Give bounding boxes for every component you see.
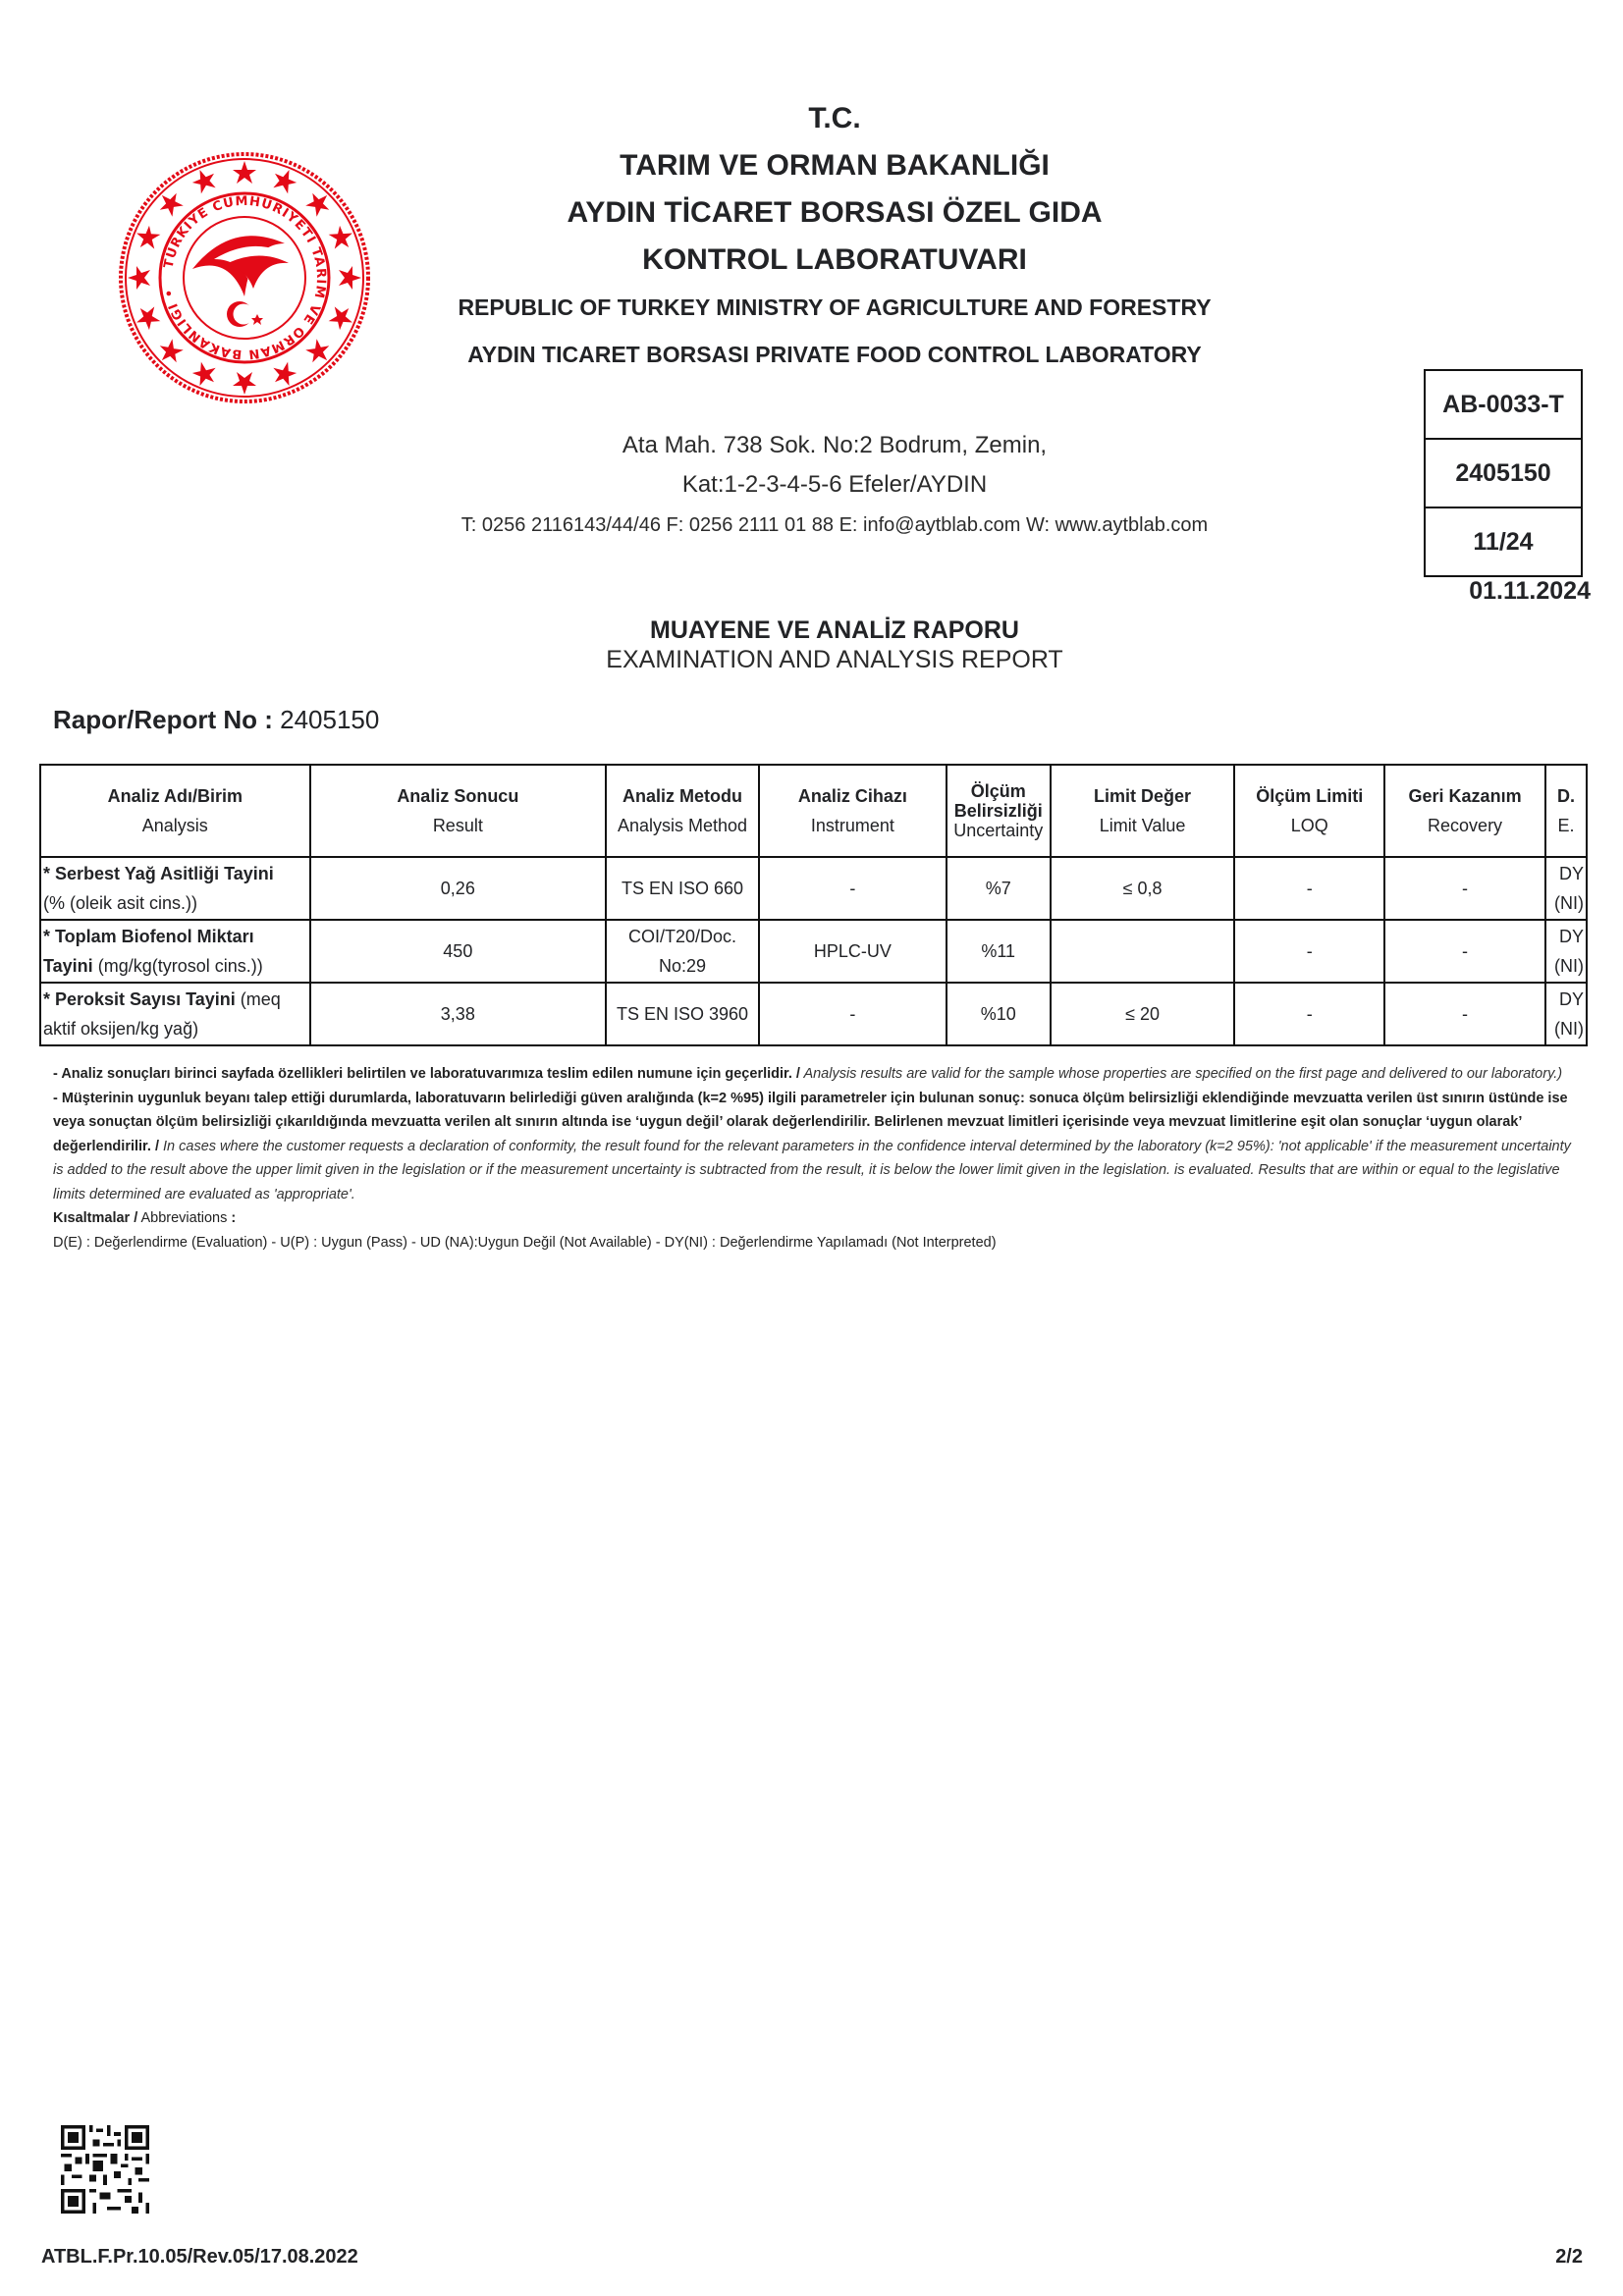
analysis-name: * Serbest Yağ Asitliği Tayini (% (oleik asit cins.)) — [40, 857, 310, 920]
limit-value: ≤ 0,8 — [1051, 857, 1235, 920]
col-header-analysis: Analiz Adı/Birim Analysis — [40, 765, 310, 857]
report-number-label: Rapor/Report No : — [53, 705, 273, 734]
report-title-tr: MUAYENE VE ANALİZ RAPORU — [650, 616, 1019, 644]
report-number-value: 2405150 — [272, 705, 380, 734]
report-date: 01.11.2024 — [1469, 577, 1591, 605]
report-number-box: 2405150 — [1426, 440, 1581, 508]
ministry-seal-logo — [116, 149, 373, 406]
recovery-value: - — [1384, 857, 1545, 920]
qr-code — [61, 2125, 149, 2214]
header-english-line2: AYDIN TICARET BORSASI PRIVATE FOOD CONTROL LABORATORY — [467, 342, 1202, 367]
loq-value: - — [1234, 857, 1384, 920]
col-header-method: Analiz Metodu Analysis Method — [606, 765, 759, 857]
report-notes — [53, 1062, 1585, 1255]
accreditation-code: AB-0033-T — [1426, 371, 1581, 440]
result-value: 0,26 — [310, 857, 606, 920]
col-header-loq: Ölçüm Limiti LOQ — [1234, 765, 1384, 857]
recovery-value: - — [1384, 920, 1545, 983]
analysis-name: * Peroksit Sayısı Tayini (meq aktif oksijen/kg yağ) — [40, 983, 310, 1045]
evaluation-value: DY (NI) — [1545, 857, 1587, 920]
loq-value: - — [1234, 983, 1384, 1045]
evaluation-value: DY (NI) — [1545, 983, 1587, 1045]
uncertainty-value: %7 — [947, 857, 1051, 920]
table-header-row — [40, 765, 1587, 857]
col-header-instrument: Analiz Cihazı Instrument — [759, 765, 947, 857]
analysis-results-table — [39, 764, 1588, 1046]
method-value: COI/T20/Doc. No:29 — [606, 920, 759, 983]
table-row — [40, 857, 1587, 920]
abbreviations-label: Kısaltmalar / Abbreviations : — [53, 1210, 237, 1226]
qr-code-icon — [61, 2125, 149, 2214]
col-header-evaluation: D. E. — [1545, 765, 1587, 857]
recovery-value: - — [1384, 983, 1545, 1045]
period-box: 11/24 — [1473, 528, 1534, 556]
table-row — [40, 920, 1587, 983]
limit-value — [1051, 920, 1235, 983]
form-code: ATBL.F.Pr.10.05/Rev.05/17.08.2022 — [41, 2246, 358, 2268]
limit-value: ≤ 20 — [1051, 983, 1235, 1045]
col-header-uncertainty: Ölçüm Belirsizliği Uncertainty — [947, 765, 1051, 857]
svg-text:TÜRKİYE CUMHURİYETİ TARIM VE O: TÜRKİYE CUMHURİYETİ TARIM VE ORMAN BAKANLIĞI • — [161, 193, 329, 362]
note-conformity: - Müşterinin uygunluk beyanı talep ettiği durumlarda, laboratuvarın belirlediği güven aralığında (k=2 %95) ilgili parametreler için bulunan sonuç: sonuca ölçüm belirsizliği eklendiğinde mevzuatta verilen üst sınırın üstünde ise veya sonuçtan ölçüm belirsizliği çıkarıldığında mevzuatta verilen alt sınırın altında ise ‘uygun değil’ olarak değerlendirilir. Belirlenen mevzuat limitleri içerisinde veya mevzuat limitlerine eşit olan sonuçlar ‘uygun olarak’ değerlendirilir. / In cases where the customer requests a declaration of conformity, the result found for the relevant parameters in the confidence interval determined by the laboratory (k=2 95%): 'not applicable' if the measurement uncertainty is added to the result above the upper limit given in the legislation or if the measurement uncertainty is subtracted from the result, it is below the lower limit given in the legislation. is evaluated. Results that are within or equal to the legislative limits determined are evaluated as 'appropriate'. — [53, 1090, 1571, 1202]
uncertainty-value: %11 — [947, 920, 1051, 983]
uncertainty-value: %10 — [947, 983, 1051, 1045]
header-lab-line2: KONTROL LABORATUVARI — [642, 243, 1027, 276]
header-ministry: TARIM VE ORMAN BAKANLIĞI — [620, 149, 1050, 182]
header-tc: T.C. — [808, 102, 861, 134]
contact-info: T: 0256 2116143/44/46 F: 0256 2111 01 88 E: info@aytblab.com W: www.aytblab.com — [460, 514, 1209, 536]
loq-value: - — [1234, 920, 1384, 983]
instrument-value: - — [759, 983, 947, 1045]
result-value: 3,38 — [310, 983, 606, 1045]
method-value: TS EN ISO 660 — [606, 857, 759, 920]
address-line2: Kat:1-2-3-4-5-6 Efeler/AYDIN — [681, 471, 988, 498]
method-value: TS EN ISO 3960 — [606, 983, 759, 1045]
abbreviations-text: D(E) : Değerlendirme (Evaluation) - U(P) : Uygun (Pass) - UD (NA):Uygun Değil (Not Available) - DY(NI) : Değerlendirme Yapılamadı (Not Interpreted) — [53, 1234, 997, 1251]
evaluation-value: DY (NI) — [1545, 920, 1587, 983]
report-number-line — [53, 705, 379, 735]
address-line1: Ata Mah. 738 Sok. No:2 Bodrum, Zemin, — [622, 432, 1048, 458]
analysis-name: * Toplam Biofenol Miktarı Tayini (mg/kg(tyrosol cins.)) — [40, 920, 310, 983]
result-value: 450 — [310, 920, 606, 983]
seal-icon — [116, 149, 373, 406]
table-row — [40, 983, 1587, 1045]
col-header-recovery: Geri Kazanım Recovery — [1384, 765, 1545, 857]
col-header-result: Analiz Sonucu Result — [310, 765, 606, 857]
instrument-value: HPLC-UV — [759, 920, 947, 983]
page-number: 2/2 — [1555, 2246, 1583, 2268]
header-english-line1: REPUBLIC OF TURKEY MINISTRY OF AGRICULTURE AND FORESTRY — [458, 294, 1212, 320]
instrument-value: - — [759, 857, 947, 920]
report-title-en: EXAMINATION AND ANALYSIS REPORT — [606, 646, 1063, 673]
header-lab-line1: AYDIN TİCARET BORSASI ÖZEL GIDA — [567, 196, 1103, 229]
col-header-limit: Limit Değer Limit Value — [1051, 765, 1235, 857]
report-id-box — [1424, 369, 1583, 577]
note-validity: - Analiz sonuçları birinci sayfada özellikleri belirtilen ve laboratuvarımıza teslim edilen numune için geçerlidir. / Analysis results are valid for the sample whose properties are specified on the first page and delivered to our laboratory.) — [53, 1066, 1563, 1082]
